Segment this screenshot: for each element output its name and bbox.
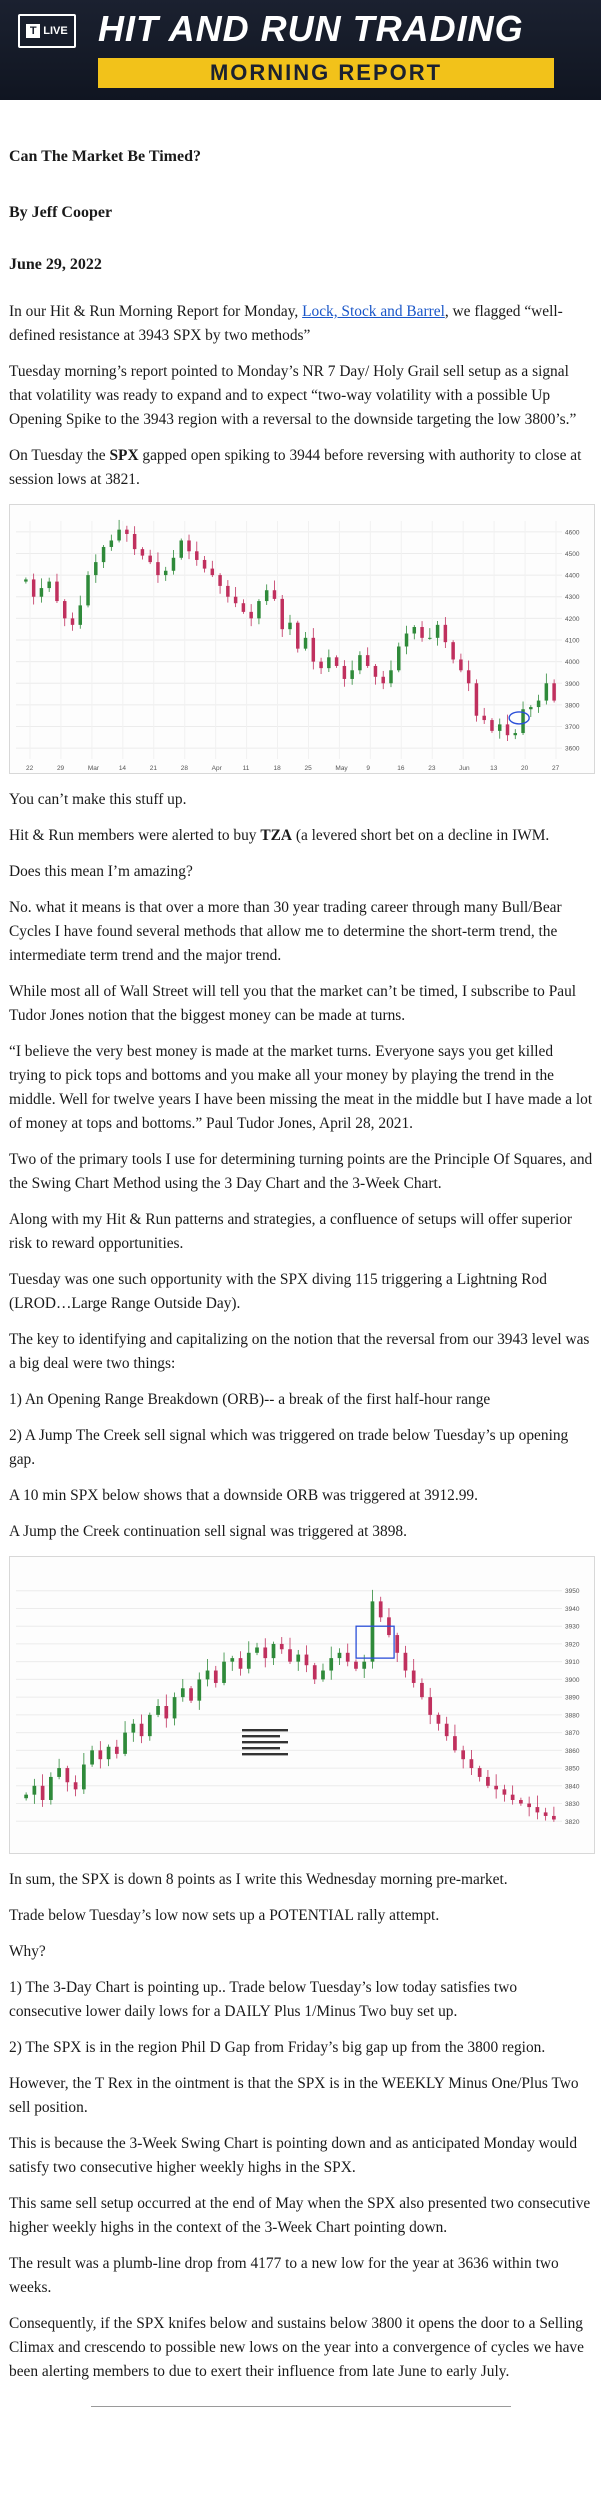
candle-body (265, 590, 268, 601)
candle-body (117, 530, 120, 541)
candle-body (467, 670, 470, 683)
candle-body (312, 638, 315, 662)
candle-body (395, 1635, 399, 1653)
candle-body (280, 599, 283, 629)
candle-body (133, 534, 136, 549)
candle-body (257, 601, 260, 618)
candle-body (123, 1733, 127, 1754)
candle-body (32, 579, 35, 596)
candle-body (211, 569, 214, 575)
candle-body (247, 1653, 251, 1669)
candle-body (156, 1706, 160, 1715)
candle-body (498, 724, 501, 730)
candle-body (47, 582, 50, 588)
candle-body (239, 1658, 243, 1669)
paragraph: In our Hit & Run Morning Report for Monday, Lock, Stock and Barrel, we flagged “well-defined resistance at 3943 SPX by two methods” (9, 303, 563, 344)
report-banner (0, 0, 601, 100)
candle-body (358, 655, 361, 670)
paragraph: Why? (9, 1943, 46, 1960)
candle-body (329, 1658, 333, 1670)
x-tick-label: 22 (26, 765, 34, 772)
candle-body (74, 1782, 78, 1789)
banner-title: HIT AND RUN TRADING (98, 8, 524, 49)
candle-body (519, 1800, 523, 1804)
paragraph: In sum, the SPX is down 8 points as I write this Wednesday morning pre-market. (9, 1871, 508, 1888)
candle-body (164, 571, 167, 575)
candle-body (428, 1697, 432, 1715)
annotation-note-line (242, 1747, 280, 1749)
candle-body (350, 670, 353, 679)
y-tick-label: 3890 (565, 1694, 580, 1702)
y-tick-label: 3870 (565, 1730, 580, 1738)
candle-body (374, 666, 377, 677)
paragraph: You can’t make this stuff up. (9, 791, 187, 808)
candle-body (125, 530, 128, 534)
live-logo (18, 14, 76, 48)
footer-divider (91, 2406, 511, 2407)
candle-body (482, 716, 485, 720)
candle-body (280, 1644, 284, 1649)
paragraph: However, the T Rex in the ointment is that the SPX is in the WEEKLY Minus One/Plus Two sell position. (9, 2075, 579, 2116)
candle-body (189, 1688, 193, 1700)
candle-body (335, 657, 338, 666)
candle-body (371, 1601, 375, 1661)
live-logo-text: LIVE (43, 25, 68, 37)
candle-body (214, 1671, 218, 1683)
y-tick-label: 3880 (565, 1712, 580, 1720)
candle-body (140, 1724, 144, 1736)
candle-body (148, 1715, 152, 1736)
candle-body (179, 540, 182, 557)
candle-body (475, 683, 478, 715)
candle-body (255, 1647, 259, 1652)
candle-body (55, 582, 58, 601)
candle-body (222, 1662, 226, 1683)
candle-body (537, 701, 540, 707)
y-tick-label: 3840 (565, 1783, 580, 1791)
paragraph: No. what it means is that over a more than 30 year trading career through many Bull/Bear Cycles I have found several methods that allow me to determine the short-term trend, the intermediate term trend and the major trend. (9, 899, 562, 964)
article-byline: By Jeff Cooper (9, 204, 113, 221)
candle-body (313, 1665, 317, 1679)
x-tick-label: 16 (397, 765, 405, 772)
paragraph: Along with my Hit & Run patterns and strategies, a confluence of setups will offer superior risk to reward opportunities. (9, 1211, 573, 1252)
candle-body (490, 720, 493, 731)
candle-body (63, 601, 66, 618)
candle-body (131, 1724, 135, 1733)
candle-body (428, 638, 431, 639)
candle-body (503, 1789, 507, 1794)
candle-body (141, 549, 144, 555)
paragraph: Does this mean I’m amazing? (9, 863, 193, 880)
candle-body (86, 575, 89, 605)
candle-body (445, 1724, 449, 1736)
candle-body (263, 1647, 267, 1658)
candle-body (24, 1795, 28, 1799)
candle-body (405, 634, 408, 647)
x-tick-label: Apr (211, 765, 222, 772)
candle-body (65, 1768, 69, 1782)
candle-body (304, 638, 307, 649)
candle-body (98, 1750, 102, 1759)
x-tick-label: May (335, 765, 348, 772)
annotation-note-line (242, 1741, 288, 1743)
y-tick-label: 3800 (565, 702, 580, 710)
candle-body (249, 612, 252, 618)
paragraph: Hit & Run members were alerted to buy TZA (a levered short bet on a decline in IWM. (9, 827, 550, 844)
candle-body (362, 1662, 366, 1669)
candle-body (40, 588, 43, 597)
candle-body (90, 1750, 94, 1764)
x-tick-label: 13 (490, 765, 498, 772)
y-tick-label: 3700 (565, 724, 580, 732)
paragraph: This is because the 3-Week Swing Chart is pointing down and as anticipated Monday would satisfy two consecutive higher weekly highs in the SPX. (9, 2135, 578, 2176)
x-tick-label: 14 (118, 765, 127, 772)
candle-body (115, 1747, 119, 1754)
y-tick-label: 3830 (565, 1801, 580, 1809)
candle-body (413, 627, 416, 633)
candle-body (366, 655, 369, 666)
candle-body (319, 662, 322, 668)
candle-body (321, 1671, 325, 1680)
candle-body (206, 1671, 210, 1680)
candle-body (420, 1683, 424, 1697)
candle-body (478, 1768, 482, 1777)
y-tick-label: 4600 (565, 529, 580, 537)
y-tick-label: 4200 (565, 615, 580, 623)
candle-body (288, 1649, 292, 1661)
candle-body (459, 659, 462, 670)
candle-body (552, 683, 555, 700)
candle-body (272, 1644, 276, 1658)
spx-daily-chart (9, 504, 595, 774)
paragraph: Trade below Tuesday’s low now sets up a POTENTIAL rally attempt. (9, 1907, 440, 1924)
paragraph: 2) A Jump The Creek sell signal which was triggered on trade below Tuesday’s up opening gap. (9, 1427, 569, 1468)
candle-body (102, 547, 105, 562)
candle-body (412, 1671, 416, 1683)
article-body (0, 100, 601, 2407)
candle-body (172, 558, 175, 571)
x-tick-label: 18 (273, 765, 281, 772)
candle-body (148, 556, 151, 562)
candle-body (436, 625, 439, 638)
annotation-ellipse (509, 712, 529, 724)
candle-body (273, 590, 276, 599)
candle-body (486, 1777, 490, 1786)
y-tick-label: 3950 (565, 1588, 580, 1596)
candle-body (305, 1655, 309, 1666)
candle-body (164, 1706, 168, 1718)
spx-10min-chart (9, 1556, 595, 1854)
lock-stock-barrel-link[interactable]: Lock, Stock and Barrel (302, 303, 445, 320)
x-tick-label: 9 (366, 765, 370, 772)
candle-body (110, 540, 113, 546)
candle-body (173, 1697, 177, 1718)
candle-body (397, 646, 400, 670)
paragraph: Tuesday was one such opportunity with the SPX diving 115 triggering a Lightning Rod (LROD…Large Range Outside Day). (9, 1271, 547, 1312)
y-tick-label: 3850 (565, 1765, 580, 1773)
spx-ticker: SPX (109, 447, 139, 464)
candle-body (296, 623, 299, 649)
annotation-note-line (242, 1753, 288, 1755)
y-tick-label: 3900 (565, 1676, 580, 1684)
x-tick-label: Mar (87, 765, 100, 772)
paragraph: While most all of Wall Street will tell you that the market can’t be timed, I subscribe to Paul Tudor Jones notion that the biggest money can be made at turns. (9, 983, 577, 1024)
paragraph: The result was a plumb-line drop from 4177 to a new low for the year at 3636 within two weeks. (9, 2255, 559, 2296)
candle-body (529, 707, 532, 709)
candle-body (404, 1653, 408, 1671)
y-tick-label: 3940 (565, 1605, 580, 1613)
candle-body (354, 1662, 358, 1669)
candle-body (230, 1658, 234, 1662)
y-tick-label: 3920 (565, 1641, 580, 1649)
paragraph: A 10 min SPX below shows that a downside ORB was triggered at 3912.99. (9, 1487, 478, 1504)
candle-body (71, 618, 74, 624)
candle-body (552, 1816, 556, 1820)
paragraph: Two of the primary tools I use for determining turning points are the Principle Of Squares, and the Swing Chart Method using the 3 Day Chart and the 3-Week Chart. (9, 1151, 593, 1192)
candle-body (203, 560, 206, 569)
y-tick-label: 3930 (565, 1623, 580, 1631)
y-tick-label: 3910 (565, 1659, 580, 1667)
candle-body (545, 683, 548, 700)
candle-body (242, 603, 245, 612)
article-date: June 29, 2022 (9, 256, 102, 273)
y-tick-label: 4100 (565, 637, 580, 645)
y-tick-label: 3860 (565, 1747, 580, 1755)
paragraph: 1) The 3-Day Chart is pointing up.. Trade below Tuesday’s low today satisfies two consecutive lower daily lows for a DAILY Plus 1/Minus Two buy set up. (9, 1979, 518, 2020)
candle-body (444, 625, 447, 642)
candle-body (156, 562, 159, 575)
annotation-note-line (242, 1729, 288, 1731)
candle-body (470, 1759, 474, 1768)
candle-body (79, 605, 82, 624)
candle-body (49, 1777, 53, 1800)
candle-body (506, 724, 509, 735)
candle-body (327, 657, 330, 668)
candle-body (57, 1768, 61, 1777)
candle-body (226, 586, 229, 597)
paragraph: 1) An Opening Range Breakdown (ORB)-- a break of the first half-hour range (9, 1391, 491, 1408)
x-tick-label: Jun (459, 765, 470, 772)
candle-body (511, 1795, 515, 1800)
candle-body (453, 1736, 457, 1750)
candle-body (536, 1807, 540, 1812)
x-tick-label: 23 (428, 765, 436, 772)
paragraph: 2) The SPX is in the region Phil D Gap from Friday’s big gap up from the 3800 region. (9, 2039, 546, 2056)
x-tick-label: 28 (180, 765, 188, 772)
candle-body (527, 1804, 531, 1808)
y-tick-label: 4000 (565, 659, 580, 667)
candle-body (494, 1786, 498, 1790)
candle-body (41, 1786, 45, 1800)
paragraph: This same sell setup occurred at the end of May when the SPX also presented two consecutive higher weekly highs in the context of the 3-Week Chart pointing down. (9, 2195, 591, 2236)
x-tick-label: 11 (242, 765, 250, 772)
candle-body (343, 666, 346, 679)
candle-body (195, 551, 198, 560)
candle-body (33, 1786, 37, 1795)
candle-body (181, 1688, 185, 1697)
x-tick-label: 25 (304, 765, 312, 772)
candle-body (389, 670, 392, 683)
y-tick-label: 4500 (565, 550, 580, 558)
candle-body (82, 1765, 86, 1790)
candle-body (381, 677, 384, 683)
paragraph: A Jump the Creek continuation sell signal was triggered at 3898. (9, 1523, 407, 1540)
candle-body (346, 1653, 350, 1662)
candle-body (234, 597, 237, 603)
candle-body (107, 1747, 111, 1759)
quote-paragraph: “I believe the very best money is made at the market turns. Everyone says you get killed trying to pick tops and bottoms and you make all your money by playing the trend in the middle. Well for twelve years I have been missing the meat in the middle but I have made a lot of money at tops and bottoms.” Paul Tudor Jones, April 28, 2021. (9, 1043, 593, 1132)
y-tick-label: 4400 (565, 572, 580, 580)
y-tick-label: 3900 (565, 680, 580, 688)
candle-body (379, 1601, 383, 1617)
candle-body (218, 575, 221, 586)
candle-body (187, 540, 190, 551)
candle-body (296, 1655, 300, 1662)
tv-icon: T (26, 24, 40, 38)
y-tick-label: 3820 (565, 1818, 580, 1826)
candle-body (544, 1812, 548, 1816)
annotation-note-line (242, 1735, 280, 1737)
tza-ticker: TZA (260, 827, 292, 844)
paragraph: Consequently, if the SPX knifes below and sustains below 3800 it opens the door to a Selling Climax and crescendo to possible new lows on the year into a convergence of cycles we have been alerting members to due to exert their influence from late June to early July. (9, 2315, 584, 2380)
article-title: Can The Market Be Timed? (9, 148, 202, 165)
x-tick-label: 21 (149, 765, 157, 772)
candle-body (420, 627, 423, 638)
x-tick-label: 29 (56, 765, 65, 772)
candle-body (197, 1679, 201, 1700)
paragraph: Tuesday morning’s report pointed to Monday’s NR 7 Day/ Holy Grail sell setup as a signal that volatility was ready to expand and to expect “two-way volatility with a possible Up Opening Spike to the 3943 region with a reversal to the downside targeting the low 3800’s.” (9, 363, 577, 428)
banner-subtitle: MORNING REPORT (98, 58, 554, 88)
candle-body (514, 733, 517, 735)
candle-body (24, 579, 27, 581)
x-tick-label: 27 (552, 765, 560, 772)
y-tick-label: 3600 (565, 745, 580, 753)
candle-body (461, 1750, 465, 1759)
candle-body (437, 1715, 441, 1724)
candle-body (338, 1653, 342, 1658)
y-tick-label: 4300 (565, 594, 580, 602)
candle-body (451, 642, 454, 659)
paragraph: The key to identifying and capitalizing on the notion that the reversal from our 3943 level was a big deal were two things: (9, 1331, 590, 1372)
x-tick-label: 20 (521, 765, 529, 772)
paragraph: On Tuesday the SPX gapped open spiking to 3944 before reversing with authority to close at session lows at 3821. (9, 447, 582, 488)
candle-body (288, 623, 291, 629)
candle-body (94, 562, 97, 575)
